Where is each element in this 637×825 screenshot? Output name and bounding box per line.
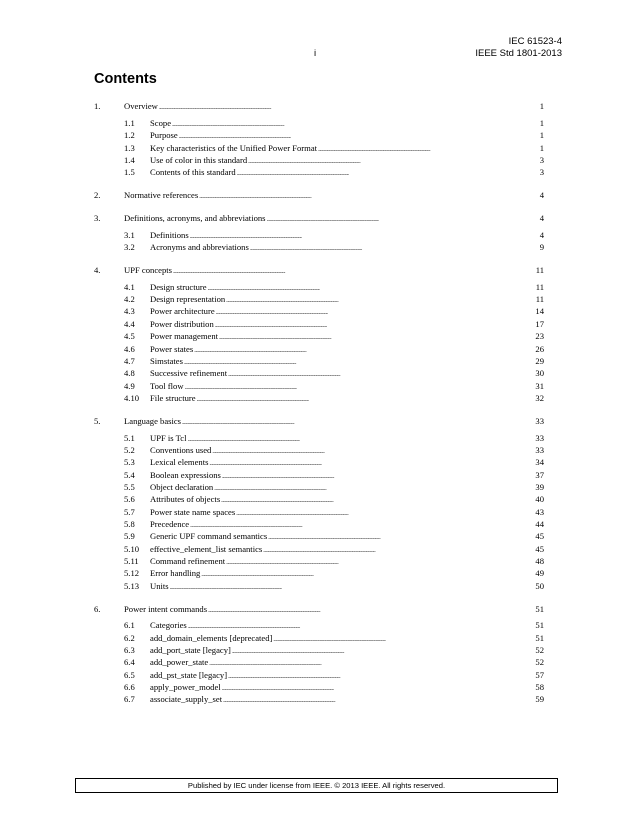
toc-entry-page: 37: [535, 469, 544, 480]
toc-entry-title: Definitions, acronyms, and abbreviations: [124, 212, 266, 223]
toc-entry-number: 1.4: [124, 154, 135, 165]
toc-entry-number: 5.3: [124, 457, 135, 468]
toc-entry-title: UPF concepts: [124, 264, 172, 275]
toc-entry-number: 1.: [94, 101, 101, 111]
toc-entry-page: 44: [535, 518, 544, 529]
toc-entry-page: 3: [539, 154, 544, 165]
dot-leader: [197, 392, 535, 407]
dot-leader: [223, 693, 534, 708]
toc-chapter-entry[interactable]: [94, 212, 544, 224]
toc-entry-number: 3.2: [124, 242, 135, 253]
toc-entry-title: Precedence: [150, 518, 190, 529]
toc-entry-number: 4.8: [124, 368, 135, 379]
toc-entry-title: Simstates: [150, 355, 183, 366]
toc-entry-number: 1.3: [124, 142, 135, 153]
dot-leader: [170, 580, 535, 595]
toc-section-entry[interactable]: [94, 469, 544, 481]
dot-leader: [237, 166, 539, 181]
toc-entry-number: 4.4: [124, 318, 135, 329]
toc-entry-page: 11: [535, 294, 544, 305]
toc-entry-number: 4.6: [124, 343, 135, 354]
toc-section-entry[interactable]: [94, 493, 544, 505]
toc-section-entry[interactable]: [94, 567, 544, 579]
toc-entry-page: 40: [535, 494, 544, 505]
toc-section-entry[interactable]: [94, 543, 544, 555]
toc-chapter-entry[interactable]: [94, 100, 544, 112]
toc-entry-number: 6.2: [124, 632, 135, 643]
toc-entry-page: 39: [535, 481, 544, 492]
toc-entry-number: 3.: [94, 212, 101, 223]
toc-entry-page: 52: [535, 657, 544, 668]
toc-entry-page: 1: [539, 117, 544, 128]
toc-entry-number: 4.: [94, 264, 101, 275]
toc-section-entry[interactable]: [94, 367, 544, 379]
toc-section-entry[interactable]: [94, 432, 544, 444]
toc-entry-title: Purpose: [150, 130, 178, 141]
toc-entry-title: Use of color in this standard: [150, 154, 248, 165]
toc-entry-page: 14: [535, 306, 544, 317]
toc-entry-number: 6.4: [124, 657, 135, 668]
toc-section-entry[interactable]: [94, 154, 544, 166]
toc-entry-number: 5.9: [124, 531, 135, 542]
toc-entry-page: 11: [535, 281, 544, 292]
toc-entry-page: 32: [535, 392, 544, 403]
toc-entry-number: 6.3: [124, 645, 135, 656]
toc-entry-number: 1.2: [124, 130, 135, 141]
toc-section-entry[interactable]: [94, 293, 544, 305]
toc-section-entry[interactable]: [94, 693, 544, 705]
toc-entry-number: 5.7: [124, 506, 135, 517]
toc-entry-title: Power states: [150, 343, 194, 354]
toc-section-entry[interactable]: [94, 117, 544, 129]
toc-section-entry[interactable]: [94, 380, 544, 392]
toc-entry-number: 5.2: [124, 444, 135, 455]
running-header: [475, 36, 562, 60]
toc-section-entry[interactable]: [94, 644, 544, 656]
toc-entry-page: 23: [535, 331, 544, 342]
toc-chapter-entry[interactable]: [94, 264, 544, 276]
toc-entry-page: 30: [535, 368, 544, 379]
toc-entry-number: 5.10: [124, 543, 140, 554]
page-number: i: [314, 48, 317, 59]
toc-entry-number: 6.: [94, 603, 101, 614]
toc-section-entry[interactable]: [94, 343, 544, 355]
toc-entry-number: 5.: [94, 415, 101, 426]
toc-entry-page: 11: [535, 264, 544, 275]
toc-entry-page: 59: [535, 694, 544, 705]
toc-chapter-entry[interactable]: [94, 415, 544, 427]
toc-entry-title: Scope: [150, 117, 172, 128]
toc-entry-page: 45: [535, 543, 544, 554]
toc-entry-title: Boolean expressions: [150, 469, 221, 480]
toc-section-entry[interactable]: [94, 444, 544, 456]
toc-entry-title: Power distribution: [150, 318, 214, 329]
toc-entry-title: associate_supply_set: [150, 694, 223, 705]
toc-section-entry[interactable]: [94, 619, 544, 631]
toc-section-entry[interactable]: [94, 281, 544, 293]
toc-entry-number: 4.3: [124, 306, 135, 317]
toc-entry-title: Language basics: [124, 415, 182, 426]
toc-section-entry[interactable]: [94, 681, 544, 693]
toc-entry-number: 5.11: [124, 556, 139, 566]
toc-section-entry[interactable]: [94, 330, 544, 342]
header-standard-iec: IEC 61523-4: [508, 36, 562, 47]
toc-entry-page: 33: [535, 415, 544, 426]
toc-entry-title: add_pst_state [legacy]: [150, 669, 228, 680]
toc-entry-number: 5.13: [124, 580, 140, 591]
toc-entry-title: Contents of this standard: [150, 167, 236, 178]
toc-entry-title: Normative references: [124, 190, 199, 201]
toc-entry-page: 48: [535, 556, 544, 566]
toc-entry-number: 4.5: [124, 331, 135, 342]
toc-entry-number: 5.12: [124, 568, 140, 579]
toc-section-entry[interactable]: [94, 669, 544, 681]
toc-entry-number: 6.7: [124, 694, 135, 705]
dot-leader: [182, 415, 534, 430]
toc-entry-page: 4: [539, 212, 544, 223]
toc-entry-title: Overview: [124, 101, 158, 111]
toc-entry-page: 51: [535, 632, 544, 643]
toc-entry-page: 33: [535, 432, 544, 443]
toc-entry-page: 31: [535, 380, 544, 391]
toc-entry-page: 9: [539, 242, 544, 253]
toc-entry-number: 1.5: [124, 167, 135, 178]
toc-entry-page: 4: [539, 190, 544, 201]
page-title: Contents: [94, 71, 157, 87]
toc-section-entry[interactable]: [94, 555, 544, 567]
toc-entry-page: 1: [539, 101, 544, 111]
dot-leader: [199, 189, 539, 204]
toc-entry-title: Power management: [150, 331, 219, 342]
table-of-contents: [94, 100, 544, 706]
toc-section-entry[interactable]: [94, 632, 544, 644]
toc-entry-title: Definitions: [150, 229, 189, 240]
toc-entry-page: 17: [535, 318, 544, 329]
toc-entry-title: add_domain_elements [deprecated]: [150, 632, 273, 643]
toc-entry-title: File structure: [150, 392, 196, 403]
toc-entry-title: Successive refinement: [150, 368, 228, 379]
toc-entry-title: Categories: [150, 620, 187, 631]
toc-section-entry[interactable]: [94, 305, 544, 317]
toc-section-entry[interactable]: [94, 656, 544, 668]
toc-entry-title: Power state name spaces: [150, 506, 236, 517]
toc-entry-number: 3.1: [124, 229, 135, 240]
toc-entry-page: 3: [539, 167, 544, 178]
toc-entry-page: 58: [535, 682, 544, 693]
toc-entry-title: Power architecture: [150, 306, 215, 317]
toc-section-entry[interactable]: [94, 530, 544, 542]
toc-entry-page: 33: [535, 444, 544, 455]
toc-entry-page: 26: [535, 343, 544, 354]
toc-chapter-entry[interactable]: [94, 189, 544, 201]
toc-entry-page: 50: [535, 580, 544, 591]
toc-entry-number: 5.1: [124, 432, 135, 443]
toc-entry-title: add_port_state [legacy]: [150, 645, 231, 656]
header-standard-ieee: IEEE Std 1801-2013: [475, 48, 562, 59]
toc-section-entry[interactable]: [94, 241, 544, 253]
dot-leader: [267, 212, 539, 227]
toc-entry-title: Design representation: [150, 294, 226, 305]
toc-section-entry[interactable]: [94, 481, 544, 493]
toc-entry-page: 1: [539, 142, 544, 153]
toc-entry-number: 4.1: [124, 281, 135, 292]
toc-section-entry[interactable]: [94, 355, 544, 367]
toc-entry-title: Lexical elements: [150, 457, 209, 468]
toc-entry-page: 51: [535, 620, 544, 631]
toc-entry-number: 5.6: [124, 494, 135, 505]
toc-entry-title: Command refinement: [150, 556, 226, 566]
toc-entry-title: Acronyms and abbreviations: [150, 242, 249, 253]
toc-entry-number: 1.1: [124, 117, 135, 128]
toc-entry-title: Power intent commands: [124, 603, 208, 614]
toc-entry-title: effective_element_list semantics: [150, 543, 263, 554]
toc-entry-title: Tool flow: [150, 380, 184, 391]
toc-entry-title: apply_power_model: [150, 682, 221, 693]
toc-entry-title: Error handling: [150, 568, 201, 579]
toc-section-entry[interactable]: [94, 229, 544, 241]
toc-section-entry[interactable]: [94, 129, 544, 141]
toc-section-entry[interactable]: [94, 456, 544, 468]
dot-leader: [159, 100, 539, 115]
toc-entry-number: 4.2: [124, 294, 135, 305]
toc-entry-number: 5.8: [124, 518, 135, 529]
toc-chapter-entry[interactable]: [94, 603, 544, 615]
toc-entry-page: 29: [535, 355, 544, 366]
toc-entry-page: 43: [535, 506, 544, 517]
toc-entry-title: Design structure: [150, 281, 207, 292]
toc-entry-title: Key characteristics of the Unified Power Format: [150, 142, 318, 153]
toc-entry-page: 52: [535, 645, 544, 656]
toc-entry-title: Generic UPF command semantics: [150, 531, 268, 542]
toc-entry-page: 49: [535, 568, 544, 579]
toc-entry-number: 4.9: [124, 380, 135, 391]
toc-section-entry[interactable]: [94, 580, 544, 592]
toc-entry-page: 34: [535, 457, 544, 468]
toc-entry-number: 6.6: [124, 682, 135, 693]
dot-leader: [208, 603, 534, 618]
toc-section-entry[interactable]: [94, 392, 544, 404]
toc-entry-title: Conventions used: [150, 444, 212, 455]
toc-section-entry[interactable]: [94, 166, 544, 178]
toc-entry-title: Object declaration: [150, 481, 214, 492]
footer-notice: Published by IEC under license from IEEE. © 2013 IEEE. All rights reserved.: [75, 778, 558, 793]
toc-entry-number: 6.1: [124, 620, 135, 631]
toc-entry-title: UPF is Tcl: [150, 432, 187, 443]
dot-leader: [250, 241, 539, 256]
toc-entry-title: add_power_state: [150, 657, 209, 668]
dot-leader: [173, 264, 535, 279]
toc-entry-title: Units: [150, 580, 169, 591]
toc-entry-title: Attributes of objects: [150, 494, 221, 505]
toc-entry-number: 2.: [94, 190, 101, 201]
toc-entry-number: 5.4: [124, 469, 135, 480]
toc-section-entry[interactable]: [94, 142, 544, 154]
toc-section-entry[interactable]: [94, 506, 544, 518]
toc-entry-page: 1: [539, 130, 544, 141]
toc-section-entry[interactable]: [94, 518, 544, 530]
toc-entry-page: 57: [535, 669, 544, 680]
toc-entry-page: 45: [535, 531, 544, 542]
toc-section-entry[interactable]: [94, 318, 544, 330]
toc-entry-number: 5.5: [124, 481, 135, 492]
toc-entry-number: 4.7: [124, 355, 135, 366]
toc-entry-page: 4: [539, 229, 544, 240]
toc-entry-number: 6.5: [124, 669, 135, 680]
toc-entry-number: 4.10: [124, 392, 140, 403]
toc-entry-page: 51: [535, 603, 544, 614]
